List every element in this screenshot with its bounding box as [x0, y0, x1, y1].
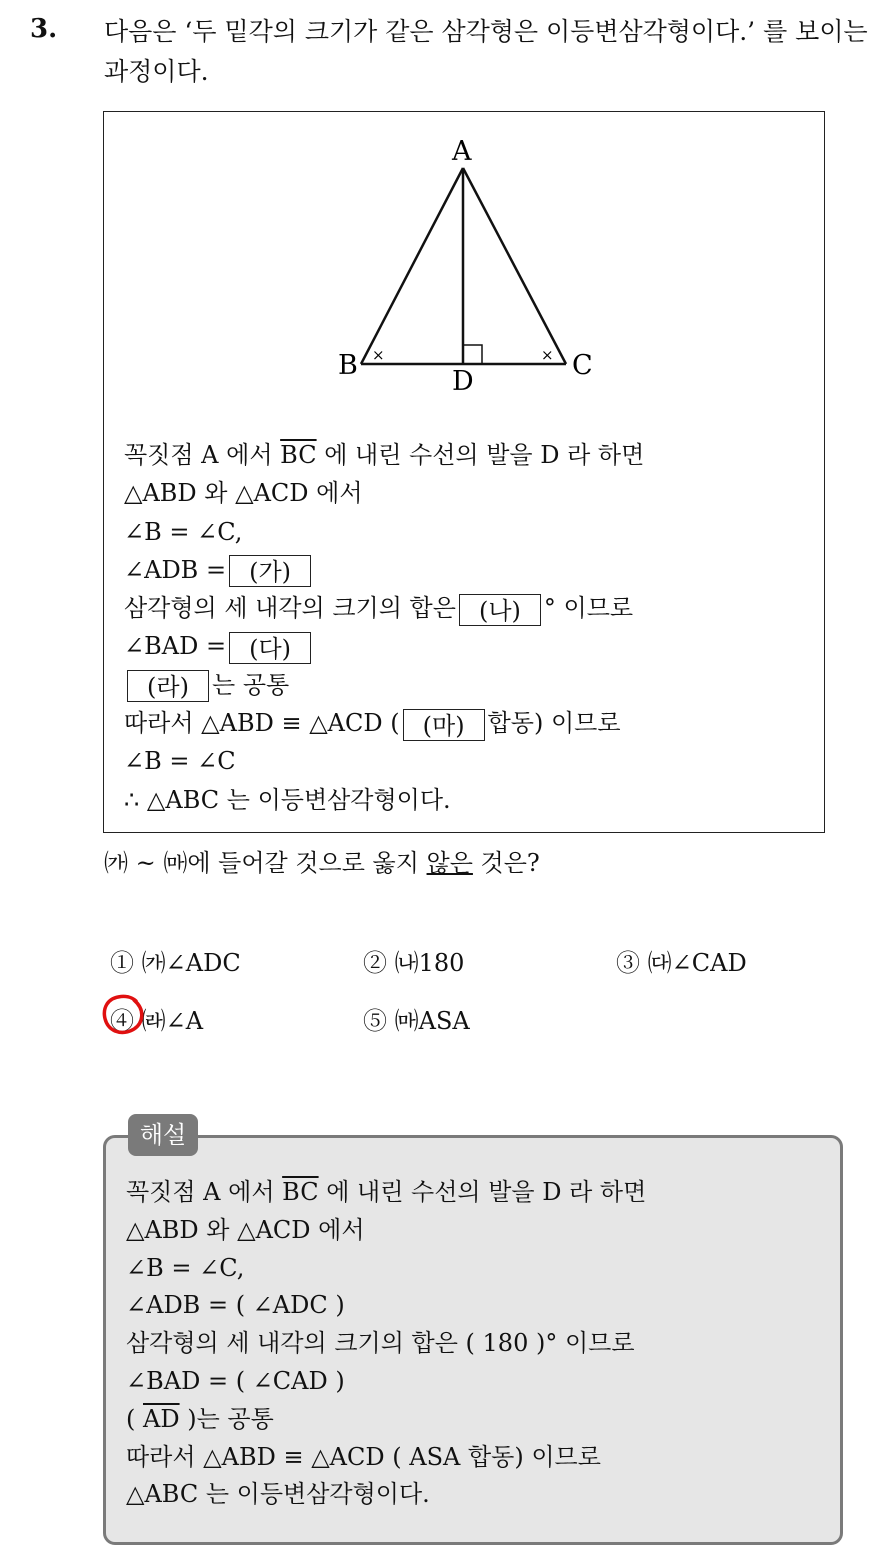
choice-4-number: ④ — [110, 1007, 134, 1035]
choice-5[interactable] — [363, 1001, 470, 1036]
choice-5-text: ㈒ASA — [394, 1007, 470, 1035]
blank-ra: (라) — [127, 670, 209, 702]
solution-line-1: 꼭짓점 A 에서 $\overline{BC}$ 에 내린 수선의 발을 D 라 하면 — [126, 1178, 647, 1206]
proof-line-5: 삼각형의 세 내각의 크기의 합은 (나) ° 이므로 — [124, 594, 634, 625]
label-d: D — [452, 366, 474, 397]
solution-line-8: 따라서 △ABD ≡ △ACD ( ASA 합동) 이므로 — [126, 1442, 601, 1471]
angle-c-mark: × — [541, 346, 554, 364]
triangle-figure — [104, 112, 826, 412]
solution-line-9: △ABC 는 이등변삼각형이다. — [126, 1480, 430, 1509]
choice-1-number: ① — [110, 949, 134, 977]
segment-bc: $\overline{BC}$ — [280, 441, 317, 469]
proof-line-9: ∠B = ∠C — [124, 747, 236, 776]
underlined-not: 않은 — [426, 849, 473, 877]
right-angle-mark — [463, 345, 482, 364]
blank-ga: (가) — [229, 555, 311, 587]
proof-line-6: ∠BAD = (다) — [124, 627, 644, 665]
solution-box — [103, 1135, 843, 1545]
question-text: 다음은 ‘두 밑각의 크기가 같은 삼각형은 이등변삼각형이다.’ 를 보이는 과정이다. — [104, 17, 868, 86]
label-c: C — [572, 350, 593, 381]
solution-tag: 해설 — [128, 1114, 198, 1156]
choice-3-number: ③ — [616, 949, 640, 977]
blank-da: (다) — [229, 632, 311, 664]
choice-2-text: ㈏180 — [394, 949, 465, 977]
proof-text — [124, 436, 644, 819]
answer-circle-mark — [101, 992, 145, 1036]
solution-line-7: ( $\overline{AD}$ )는 공통 — [126, 1404, 274, 1433]
angle-b-mark: × — [372, 346, 385, 364]
solution-line-2: △ABD 와 △ACD 에서 — [126, 1215, 365, 1244]
choice-3[interactable] — [616, 943, 747, 978]
proof-line-3: ∠B = ∠C, — [124, 517, 243, 546]
solution-line-4: ∠ADB = ( ∠ADC ) — [126, 1291, 345, 1320]
solution-segment-bc: $\overline{BC}$ — [282, 1178, 319, 1206]
solution-text — [126, 1174, 646, 1514]
question-ask: ㈎ ~ ㈒에 들어갈 것으로 옳지 않은 것은? — [104, 849, 540, 877]
question-number: 3. — [30, 14, 58, 44]
proof-line-2: △ABD 와 △ACD 에서 — [124, 479, 363, 508]
proof-line-7: (라) 는 공통 — [124, 666, 644, 704]
proof-line-10: ∴ △ABC 는 이등변삼각형이다. — [124, 785, 451, 814]
proof-line-8: 따라서 △ABD ≡ △ACD ( (마) 합동) 이므로 — [124, 709, 621, 740]
choice-1-text: ㈎∠ADC — [141, 949, 241, 977]
solution-line-3: ∠B = ∠C, — [126, 1253, 245, 1282]
blank-ma: (마) — [403, 709, 485, 741]
choice-4-text: ㈑∠A — [141, 1007, 204, 1035]
choice-3-text: ㈐∠CAD — [647, 949, 747, 977]
side-ab — [361, 168, 463, 364]
proof-line-4: ∠ADB = (가) — [124, 551, 644, 589]
blank-na: (나) — [459, 594, 541, 626]
choice-2-number: ② — [363, 949, 387, 977]
choice-5-number: ⑤ — [363, 1007, 387, 1035]
label-b: B — [338, 350, 358, 381]
choice-1[interactable] — [110, 943, 241, 978]
solution-segment-ad: $\overline{AD}$ — [143, 1404, 180, 1433]
proof-box — [103, 111, 825, 833]
proof-line-1: 꼭짓점 A 에서 $\overline{BC}$ 에 내린 수선의 발을 D 라 하면 — [124, 441, 645, 469]
solution-line-5: 삼각형의 세 내각의 크기의 합은 ( 180 )° 이므로 — [126, 1329, 635, 1358]
solution-line-6: ∠BAD = ( ∠CAD ) — [126, 1366, 345, 1395]
label-a: A — [452, 136, 472, 167]
choice-2[interactable] — [363, 943, 464, 978]
side-ac — [463, 168, 566, 364]
